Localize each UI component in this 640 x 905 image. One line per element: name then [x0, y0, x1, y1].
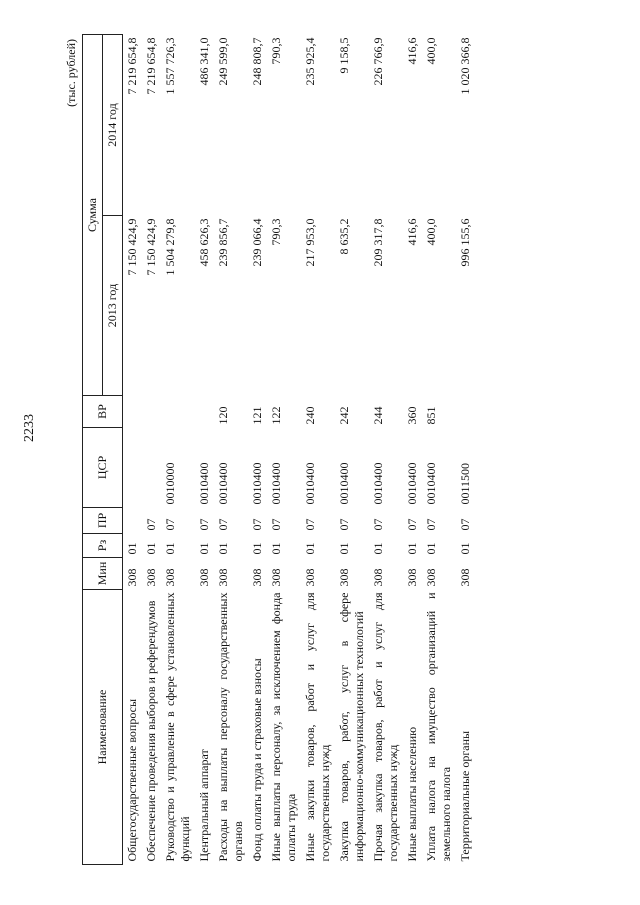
- row-2014: 248 808,7: [250, 37, 264, 86]
- row-csr: 0010400: [197, 462, 211, 505]
- row-pr: [123, 508, 143, 534]
- row-pr: 07: [144, 518, 158, 531]
- row-name: Центральный аппарат: [197, 749, 211, 862]
- row-2013: 996 155,6: [458, 218, 472, 267]
- table-row: [456, 34, 475, 864]
- row-name: Обеспечение проведения выборов и референдумов: [144, 600, 158, 862]
- row-vr: [123, 396, 143, 428]
- row-csr: 0010000: [163, 462, 177, 505]
- row-name: Закупка товаров, работ, услуг в сфере информационно-коммуникационных технологий: [337, 592, 366, 862]
- row-csr: 0010400: [371, 462, 385, 505]
- row-pr: 07: [458, 518, 472, 531]
- table-row: [195, 34, 214, 864]
- row-csr: [123, 428, 143, 508]
- row-rz: 01: [337, 542, 351, 555]
- row-2013: 217 953,0: [303, 218, 317, 267]
- row-name: Прочая закупка товаров, работ и услуг для государственных нужд: [371, 592, 400, 862]
- row-csr: 0011500: [458, 462, 472, 505]
- row-2013: 400,0: [424, 218, 438, 246]
- row-vr: 121: [250, 406, 264, 425]
- row-name: Иные закупки товаров, работ и услуг для государственных нужд: [303, 592, 332, 862]
- row-rz: 01: [371, 542, 385, 555]
- row-csr: 0010400: [250, 462, 264, 505]
- row-rz: 01: [250, 542, 264, 555]
- header-name: Наименование: [83, 590, 123, 865]
- row-2013: 7 150 424,9: [125, 218, 139, 276]
- row-csr: 0010400: [303, 462, 317, 505]
- row-pr: 07: [337, 518, 351, 531]
- row-min: 308: [371, 568, 385, 587]
- row-min: 308: [405, 568, 419, 587]
- row-name: Фонд оплаты труда и страховые взносы: [250, 658, 264, 862]
- header-sum: Сумма: [83, 34, 103, 395]
- row-rz: 01: [125, 542, 139, 555]
- row-vr: 242: [337, 406, 351, 425]
- row-2014: 9 158,5: [337, 37, 351, 74]
- row-min: 308: [125, 568, 139, 587]
- table-row: [403, 34, 422, 864]
- row-2013: 7 150 424,9: [144, 218, 158, 276]
- header-2014: 2014 год: [103, 34, 123, 215]
- row-csr: 0010400: [269, 462, 283, 505]
- row-2014: 416,6: [405, 37, 419, 65]
- row-rz: 01: [163, 542, 177, 555]
- row-rz: 01: [216, 542, 230, 555]
- row-2013: 458 626,3: [197, 218, 211, 267]
- row-vr: [142, 396, 161, 428]
- units-label: (тыс. рублей): [64, 39, 78, 107]
- row-pr: 07: [197, 518, 211, 531]
- header-min: Мин: [83, 558, 123, 590]
- row-2013: 1 504 279,8: [163, 218, 177, 276]
- table-row: [123, 34, 143, 864]
- row-vr: 240: [303, 406, 317, 425]
- table-row: [142, 34, 161, 864]
- row-csr: 0010400: [424, 462, 438, 505]
- row-name: Иные выплаты персоналу, за исключением фонда оплаты труда: [269, 592, 298, 862]
- row-min: 308: [163, 568, 177, 587]
- row-min: 308: [458, 568, 472, 587]
- row-csr: [142, 428, 161, 508]
- page-number: 2233: [22, 414, 37, 442]
- row-2013: 416,6: [405, 218, 419, 246]
- row-name: Руководство и управление в сфере установленных функций: [163, 592, 192, 862]
- row-vr: 122: [269, 406, 283, 425]
- row-pr: 07: [250, 518, 264, 531]
- row-min: 308: [337, 568, 351, 587]
- header-csr: ЦСР: [83, 428, 123, 508]
- row-pr: 07: [371, 518, 385, 531]
- row-2014: 7 219 654,8: [125, 37, 139, 95]
- row-vr: 851: [424, 406, 438, 425]
- row-vr: [161, 396, 195, 428]
- row-vr: 244: [371, 406, 385, 425]
- row-rz: 01: [405, 542, 419, 555]
- row-2014: 7 219 654,8: [144, 37, 158, 95]
- row-rz: 01: [197, 542, 211, 555]
- row-vr: [456, 396, 475, 428]
- row-rz: 01: [458, 542, 472, 555]
- row-pr: 07: [424, 518, 438, 531]
- row-min: 308: [250, 568, 264, 587]
- row-2014: 226 766,9: [371, 37, 385, 86]
- row-min: 308: [216, 568, 230, 587]
- row-csr: 0010400: [337, 462, 351, 505]
- row-pr: 07: [216, 518, 230, 531]
- row-min: 308: [197, 568, 211, 587]
- row-min: 308: [303, 568, 317, 587]
- row-pr: 07: [303, 518, 317, 531]
- table-row: [301, 34, 335, 864]
- row-name: Иные выплаты населению: [405, 726, 419, 862]
- row-min: 308: [269, 568, 283, 587]
- rotated-page: [62, 35, 562, 865]
- row-2013: 8 635,2: [337, 218, 351, 255]
- row-2013: 790,3: [269, 218, 283, 246]
- row-2014: 249 599,0: [216, 37, 230, 86]
- row-name: Общегосударственные вопросы: [125, 698, 139, 862]
- table-row: [214, 34, 248, 864]
- row-2014: 486 341,0: [197, 37, 211, 86]
- row-pr: 07: [405, 518, 419, 531]
- row-name: Территориальные органы: [458, 730, 472, 862]
- row-2014: 790,3: [269, 37, 283, 65]
- row-2013: 209 317,8: [371, 218, 385, 267]
- row-name: Расходы на выплаты персоналу государственных органов: [216, 592, 245, 862]
- row-2014: 1 020 366,8: [458, 37, 472, 95]
- header-rz: Рз: [83, 534, 123, 558]
- row-min: 308: [424, 568, 438, 587]
- table-row: [248, 34, 267, 864]
- table-row: [267, 34, 301, 864]
- header-pr: ПР: [83, 508, 123, 534]
- row-2013: 239 066,4: [250, 218, 264, 267]
- row-2014: 1 557 726,3: [163, 37, 177, 95]
- row-vr: 360: [405, 406, 419, 425]
- header-vr: ВР: [83, 396, 123, 428]
- row-min: 308: [144, 568, 158, 587]
- row-vr: 120: [216, 406, 230, 425]
- row-csr: 0010400: [405, 462, 419, 505]
- row-vr: [195, 396, 214, 428]
- table-row: [335, 34, 369, 864]
- row-rz: 01: [303, 542, 317, 555]
- row-pr: 07: [269, 518, 283, 531]
- table-row: [161, 34, 195, 864]
- row-2014: 400,0: [424, 37, 438, 65]
- row-csr: 0010400: [216, 462, 230, 505]
- row-rz: 01: [269, 542, 283, 555]
- row-pr: 07: [163, 518, 177, 531]
- row-2014: 235 925,4: [303, 37, 317, 86]
- row-rz: 01: [144, 542, 158, 555]
- table-row: [422, 34, 456, 864]
- header-2013: 2013 год: [103, 216, 123, 396]
- row-2013: 239 856,7: [216, 218, 230, 267]
- header-row-1: [83, 34, 103, 864]
- table-row: [369, 34, 403, 864]
- row-rz: 01: [424, 542, 438, 555]
- row-name: Уплата налога на имущество организаций и земельного налога: [424, 592, 453, 862]
- budget-table: [82, 34, 475, 865]
